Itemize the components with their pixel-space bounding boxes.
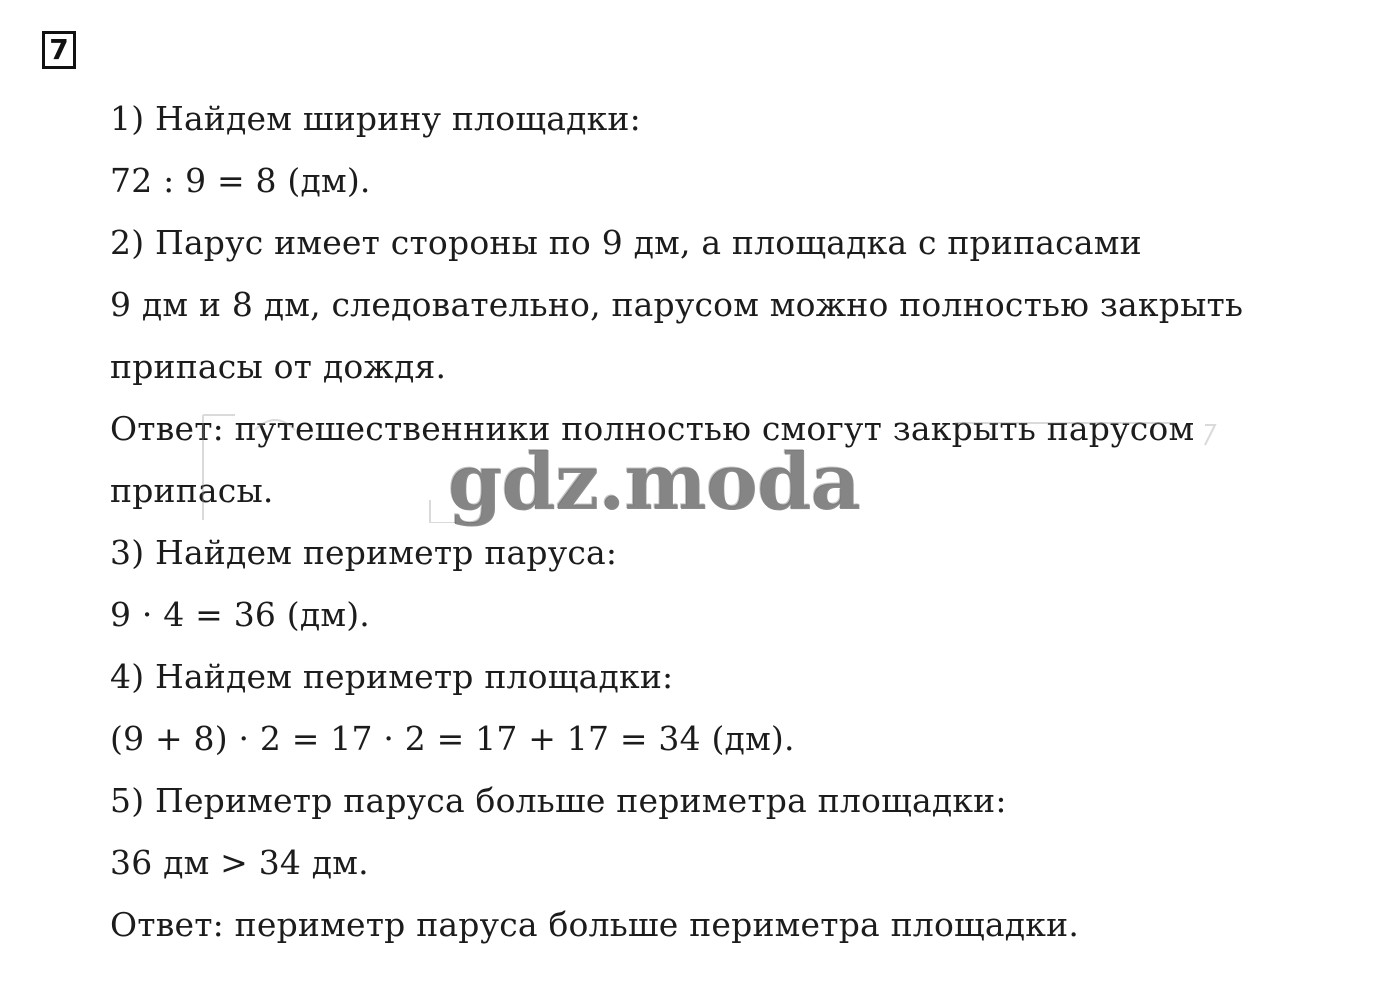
- solution-line: 4) Найдем периметр площадки:: [110, 657, 674, 696]
- task-number-badge: 7: [42, 31, 76, 69]
- solution-line: 72 : 9 = 8 (дм).: [110, 161, 371, 200]
- solution-text: [110, 88, 1350, 956]
- solution-line: 3) Найдем периметр паруса:: [110, 533, 618, 572]
- solution-line: Ответ: периметр паруса больше периметра площадки.: [110, 905, 1080, 944]
- solution-line: припасы.: [110, 471, 274, 510]
- solution-line: 9 · 4 = 36 (дм).: [110, 595, 370, 634]
- solution-line: 2) Парус имеет стороны по 9 дм, а площадка с припасами: [110, 223, 1142, 262]
- solution-line: 36 дм > 34 дм.: [110, 843, 369, 882]
- solution-line: 5) Периметр паруса больше периметра площадки:: [110, 781, 1007, 820]
- solution-line: 9 дм и 8 дм, следовательно, парусом можно полностью закрыть: [110, 285, 1244, 324]
- solution-line: (9 + 8) · 2 = 17 · 2 = 17 + 17 = 34 (дм).: [110, 719, 795, 758]
- solution-line: Ответ: путешественники полностью смогут закрыть парусом: [110, 409, 1195, 448]
- solution-line: 1) Найдем ширину площадки:: [110, 99, 641, 138]
- watermark-logo: gdz.moda: [448, 437, 861, 528]
- solution-line: припасы от дождя.: [110, 347, 447, 386]
